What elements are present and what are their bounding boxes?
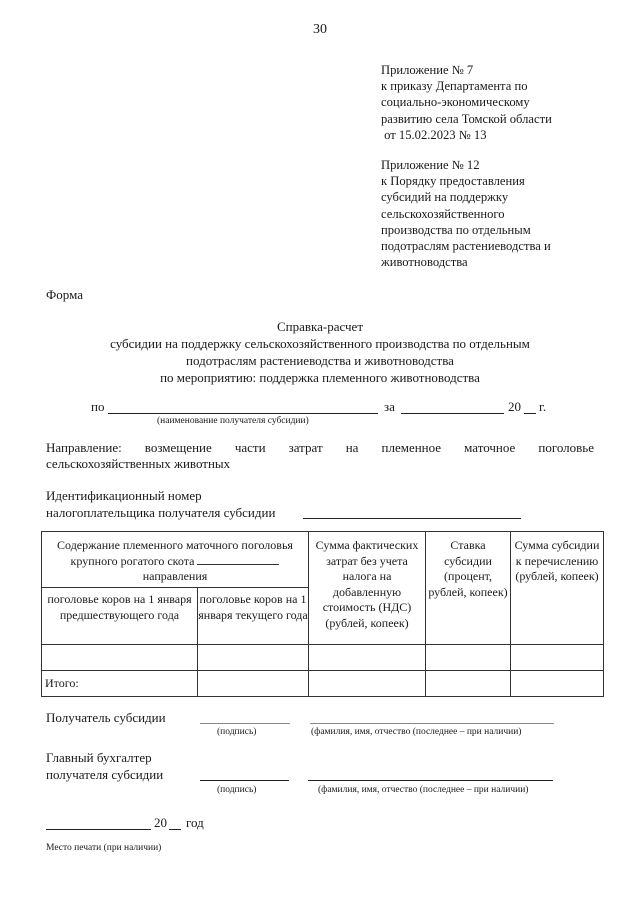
header-subsidy-amount: Сумма субсидии к перечислению (рублей, копеек) [511,532,604,645]
appendix-12-line: Приложение № 12 [381,158,480,172]
accountant-label-line-2: получателя субсидии [46,767,164,782]
period-field[interactable] [401,413,504,414]
inn-field[interactable] [303,518,521,519]
date-year-suffix: год [186,815,204,830]
accountant-name-field[interactable] [308,780,553,781]
header-costs: Сумма фактических затрат без учета налога на добавленную стоимость (НДС) (рублей, копеек) [309,532,426,645]
title-line: подотраслям растениеводства и животноводства [186,353,454,368]
year-field[interactable] [524,413,536,414]
table-row [42,645,604,671]
year-suffix: г. [539,399,547,414]
appendix-7-line: развитию села Томской области [381,111,552,126]
recipient-signature-hint: (подпись) [217,727,257,737]
table-cell[interactable] [309,645,426,671]
direction-line-2: сельскохозяйственных животных [46,456,231,471]
title-line: Справка-расчет [276,319,364,334]
page-number: 30 [313,22,327,37]
appendix-12-line: подотраслям растениеводства и [381,239,551,254]
appendix-7-line: Приложение № 7 [381,63,474,77]
recipient-name-sign-hint: (фамилия, имя, отчество (последнее – при наличии) [311,727,522,737]
calculation-table [41,531,604,697]
direction-word: на [345,440,359,455]
table-cell[interactable] [198,645,309,671]
direction-word: затрат [288,440,323,455]
date-year-field[interactable] [169,829,181,830]
table-cell[interactable] [511,645,604,671]
recipient-name-sign-field[interactable] [310,723,554,724]
appendix-12-line: производства по отдельным [381,222,531,237]
header-rate: Ставка субсидии (процент, рублей, копеек) [426,532,511,645]
header-cows-current-year: поголовье коров на 1 января текущего года [198,588,309,645]
direction-word: племенное [381,440,442,455]
appendix-7-line: к приказу Департамента по [381,79,528,94]
appendix-7-line: от 15.02.2023 № 13 [381,127,487,142]
appendix-12-line: субсидий на поддержку [381,190,509,205]
total-row [42,671,604,697]
table-cell[interactable] [426,671,511,697]
direction-word: Направление: [46,440,122,455]
direction-word: маточное [464,440,516,455]
accountant-signature-field[interactable] [200,780,289,781]
table-cell[interactable] [511,671,604,697]
recipient-signature-field[interactable] [200,723,290,724]
inn-label-line-1: Идентификационный номер [46,488,202,503]
form-label: Форма [46,287,83,302]
direction-word: части [234,440,266,455]
appendix-12-line: животноводства [381,255,468,270]
direction-line [46,440,594,456]
appendix-7-line: социально-экономическому [381,95,530,110]
header-livestock-suffix: направления [142,569,208,583]
appendix-7-block [381,62,552,143]
stamp-place: Место печати (при наличии) [46,843,162,853]
table-cell[interactable] [426,645,511,671]
po-label: по [91,399,105,414]
document-title [0,318,640,386]
header-livestock-group [42,532,309,588]
accountant-name-hint: (фамилия, имя, отчество (последнее – при наличии) [318,785,529,795]
accountant-label-line-1: Главный бухгалтер [46,750,152,765]
inn-label-line-2: налогоплательщика получателя субсидии [46,505,276,520]
date-field[interactable] [46,829,151,830]
appendix-12-block [381,157,551,270]
header-cows-previous-year: поголовье коров на 1 января предшествующего года [42,588,198,645]
date-year-prefix: 20 [154,815,167,830]
appendix-12-line: к Порядку предоставления [381,174,525,189]
recipient-name-field[interactable] [108,413,378,414]
direction-type-field[interactable] [197,554,279,565]
table-cell[interactable] [309,671,426,697]
recipient-name-hint: (наименование получателя субсидии) [157,416,309,426]
direction-word: возмещение [144,440,212,455]
table-cell[interactable] [198,671,309,697]
title-line: субсидии на поддержку сельскохозяйственного производства по отдельным [110,336,530,351]
appendix-12-line: сельскохозяйственного [381,206,505,221]
accountant-signature-hint: (подпись) [217,785,257,795]
title-line: по мероприятию: поддержка племенного животноводства [160,370,480,385]
table-cell[interactable] [42,645,198,671]
recipient-signature-label: Получатель субсидии [46,710,166,725]
za-label: за [384,399,395,414]
year-prefix: 20 [508,399,521,414]
direction-word: поголовье [538,440,594,455]
header-livestock-text: Содержание племенного маточного поголовья крупного рогатого скота [57,538,293,568]
total-label: Итого: [42,671,198,697]
